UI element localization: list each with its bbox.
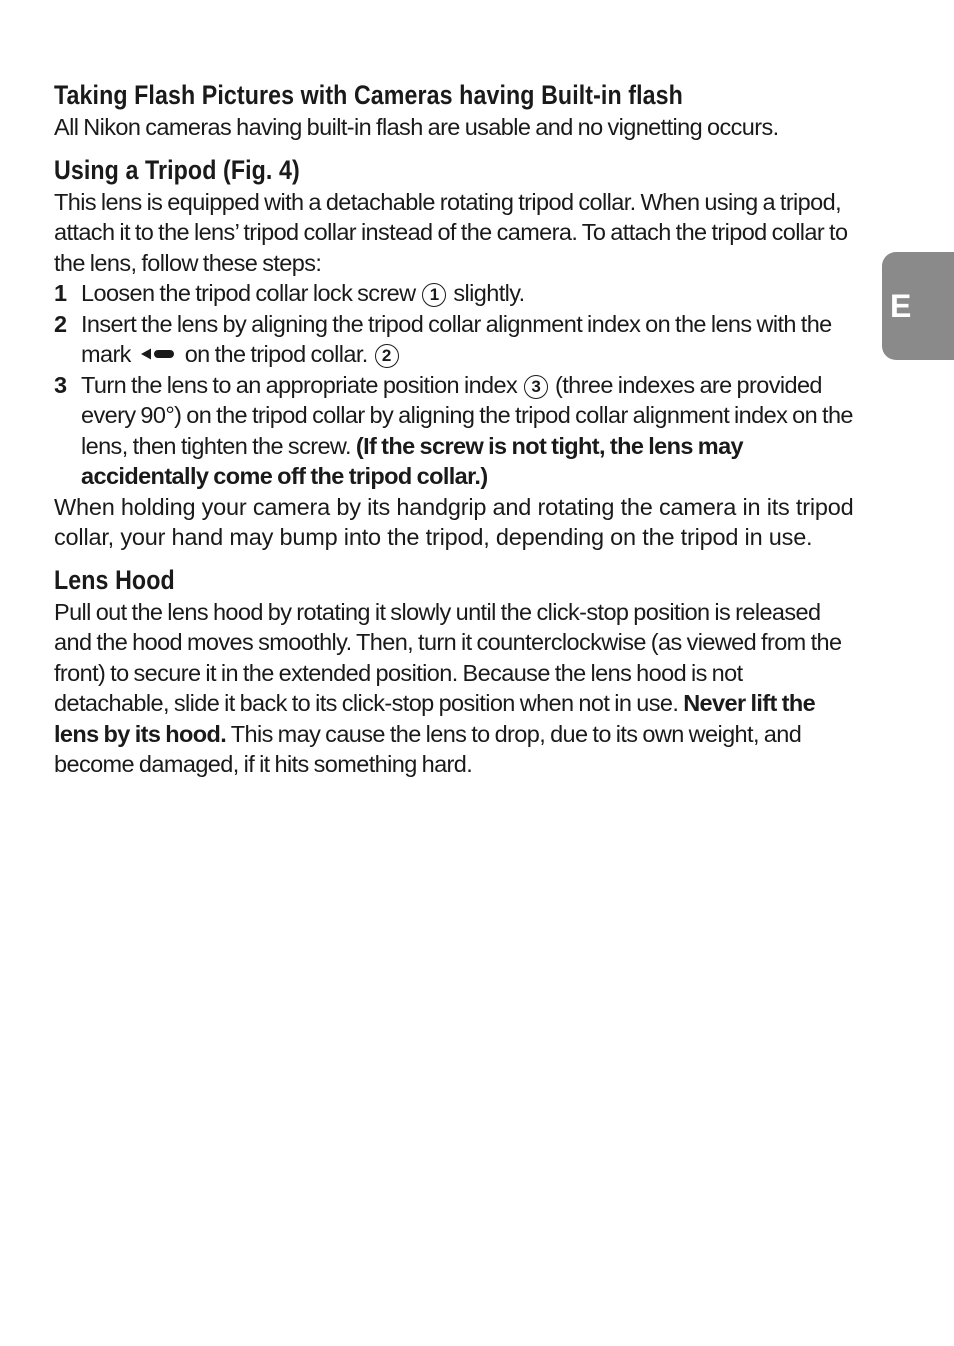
step-item-2: [54, 309, 862, 370]
step-text-after: (three indexes are provided every 90°) on the tripod collar by aligning the tripod collar alignment index on the lens, then tighten the screw.: [81, 371, 853, 459]
circled-number-1: 1: [422, 283, 446, 307]
language-tab-label: E: [890, 287, 912, 324]
section-hood: [54, 563, 862, 780]
page-content: [54, 78, 862, 780]
hood-warning: Never lift the lens by its hood.: [54, 690, 816, 747]
step-item-3: [54, 370, 862, 492]
step-text: Loosen the tripod collar lock screw: [81, 280, 416, 306]
step-number: 3: [54, 371, 67, 398]
step-item-1: [54, 278, 862, 309]
section-flash: [54, 78, 862, 143]
step-number: 1: [54, 280, 67, 306]
hood-body-after: This may cause the lens to drop, due to its own weight, and become damaged, if it hits something hard.: [54, 720, 802, 777]
hood-body-before: Pull out the lens hood by rotating it slowly until the click-stop position is released and the hood moves smoothly. Then, turn it counterclockwise (as viewed from the front) to secure it in the extended position. Because the lens hood is not detachable, slide it back to its click-stop position when not in use.: [54, 598, 842, 716]
circled-number-3: 3: [524, 375, 548, 399]
step-text-middle: on the tripod collar.: [184, 341, 368, 367]
alignment-mark-icon: [140, 347, 176, 361]
step-number: 2: [54, 310, 67, 337]
language-tab: [882, 252, 954, 360]
tripod-steps-list: [54, 278, 862, 492]
step-warning: (If the screw is not tight, the lens may accidentally come off the tripod collar.): [81, 432, 744, 489]
section-body-flash: All Nikon cameras having built-in flash are usable and no vignetting occurs.: [54, 114, 779, 140]
section-heading-tripod: Using a Tripod (Fig. 4): [54, 154, 300, 185]
tripod-intro: This lens is equipped with a detachable rotating tripod collar. When using a tripod, attach it to the lens’ tripod collar instead of the camera. To attach the tripod collar to the lens, follow these steps:: [54, 188, 848, 276]
circled-number-2: 2: [375, 344, 399, 368]
step-text: Insert the lens by aligning the tripod collar alignment index on the lens with the mark: [81, 310, 832, 367]
step-text-after: slightly.: [453, 280, 525, 306]
section-heading-hood: Lens Hood: [54, 564, 175, 595]
hood-body: [54, 597, 862, 780]
section-tripod: [54, 153, 862, 553]
section-heading-flash: Taking Flash Pictures with Cameras having Built-in flash: [54, 80, 683, 110]
tripod-note: When holding your camera by its handgrip and rotating the camera in its tripod collar, your hand may bump into the tripod, depending on the tripod in use.: [54, 493, 854, 550]
step-text: Turn the lens to an appropriate position index: [81, 371, 518, 398]
